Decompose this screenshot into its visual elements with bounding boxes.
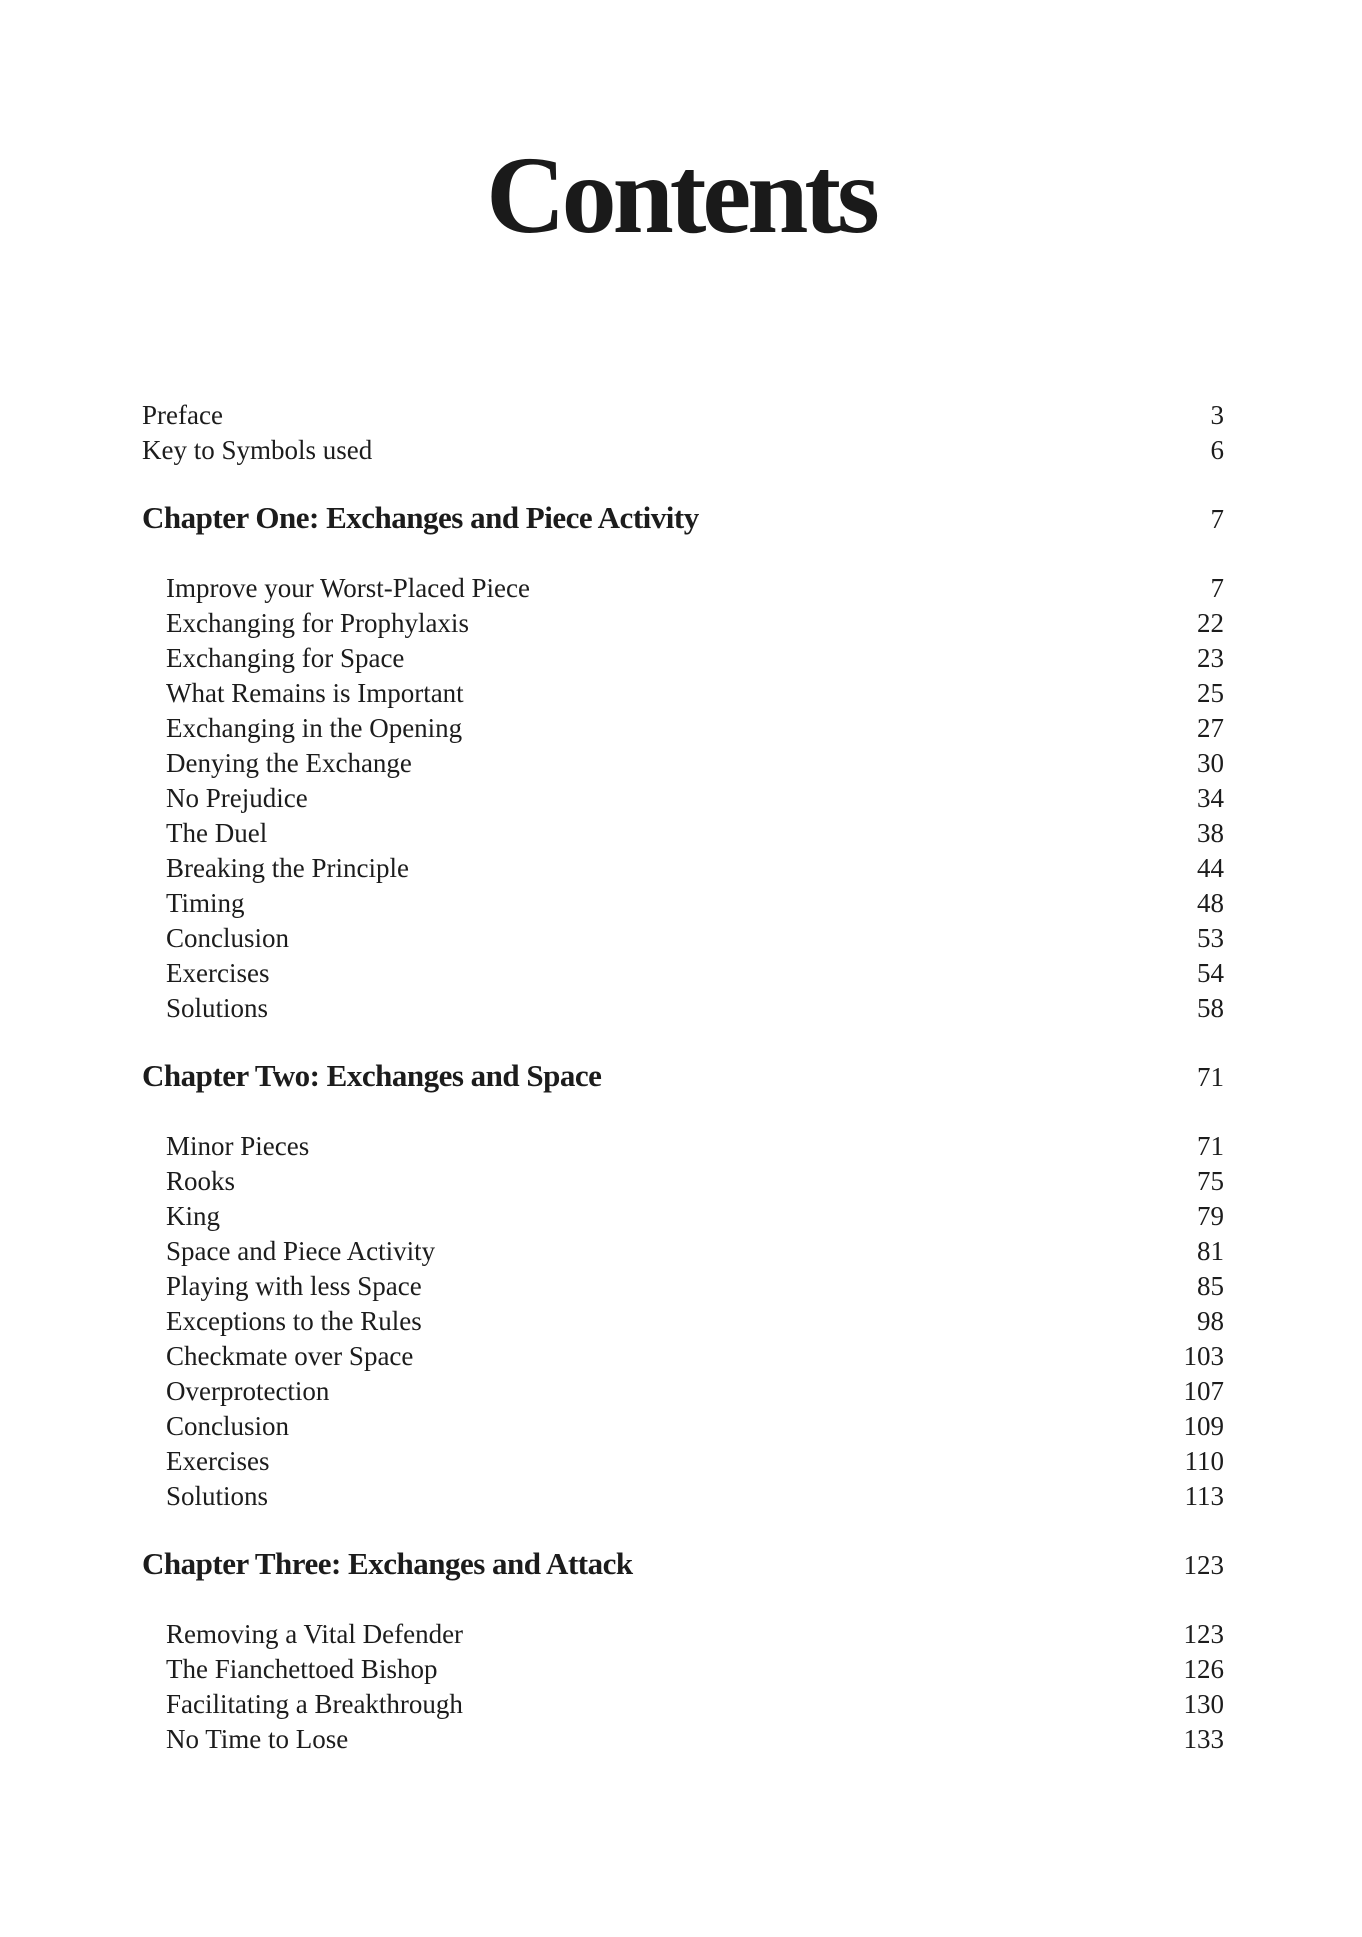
section-entry-row — [142, 1409, 1224, 1444]
section-entry-label: Rooks — [166, 1166, 236, 1196]
section-entry-row — [142, 1129, 1224, 1164]
chapter-heading-label: Chapter Three: Exchanges and Attack — [142, 1546, 633, 1581]
front-matter-row — [142, 398, 1224, 433]
chapter-heading-page-number: 71 — [1197, 1062, 1224, 1092]
section-entry-page-number: 30 — [1197, 748, 1224, 778]
section-entry-page-number: 58 — [1197, 993, 1224, 1023]
section-entry-page-number: 126 — [1183, 1654, 1224, 1684]
section-entry-row — [142, 851, 1224, 886]
section-entry-page-number: 113 — [1184, 1481, 1224, 1511]
section-entry-label: Timing — [166, 888, 245, 918]
toc-list — [142, 398, 1224, 1757]
chapter-heading-page-number: 123 — [1183, 1550, 1224, 1580]
section-entry-label: Minor Pieces — [166, 1131, 310, 1161]
section-entry-row — [142, 921, 1224, 956]
section-entry-row — [142, 1339, 1224, 1374]
section-entry-row — [142, 886, 1224, 921]
section-entry-page-number: 98 — [1197, 1306, 1224, 1336]
section-entry-label: Solutions — [166, 993, 269, 1023]
section-entry-row — [142, 676, 1224, 711]
section-entry-row — [142, 711, 1224, 746]
section-entry-row — [142, 1722, 1224, 1757]
chapter-heading-row — [142, 1056, 1224, 1097]
section-entry-label: No Time to Lose — [166, 1724, 349, 1754]
page-title: Contents — [486, 134, 876, 256]
section-entry-page-number: 81 — [1197, 1236, 1224, 1266]
section-entry-label: Overprotection — [166, 1376, 330, 1406]
section-entry-label: The Duel — [166, 818, 268, 848]
section-entry-page-number: 23 — [1197, 643, 1224, 673]
section-entry-page-number: 109 — [1183, 1411, 1224, 1441]
section-entry-row — [142, 991, 1224, 1026]
section-entry-page-number: 107 — [1183, 1376, 1224, 1406]
section-entry-row — [142, 571, 1224, 606]
front-matter-row — [142, 433, 1224, 468]
section-entry-label: Improve your Worst-Placed Piece — [166, 573, 530, 603]
section-entry-page-number: 48 — [1197, 888, 1224, 918]
section-entry-label: Exceptions to the Rules — [166, 1306, 422, 1336]
section-entry-row — [142, 606, 1224, 641]
section-entry-page-number: 110 — [1184, 1446, 1224, 1476]
section-entry-label: Conclusion — [166, 923, 290, 953]
section-entry-page-number: 44 — [1197, 853, 1224, 883]
front-matter-label: Preface — [142, 400, 223, 430]
section-entry-row — [142, 1687, 1224, 1722]
section-entry-page-number: 53 — [1197, 923, 1224, 953]
section-entry-row — [142, 1234, 1224, 1269]
chapter-heading-label: Chapter Two: Exchanges and Space — [142, 1058, 602, 1093]
section-entry-label: Breaking the Principle — [166, 853, 409, 883]
chapter-heading-label: Chapter One: Exchanges and Piece Activity — [142, 500, 699, 535]
section-entry-row — [142, 1199, 1224, 1234]
section-entry-page-number: 103 — [1183, 1341, 1224, 1371]
section-entry-row — [142, 1269, 1224, 1304]
chapter-heading-row — [142, 1544, 1224, 1585]
section-entry-row — [142, 641, 1224, 676]
section-entry-label: What Remains is Important — [166, 678, 464, 708]
front-matter-page-number: 3 — [1210, 400, 1224, 430]
section-entry-label: Removing a Vital Defender — [166, 1619, 464, 1649]
section-entry-page-number: 22 — [1197, 608, 1224, 638]
section-entry-row — [142, 1617, 1224, 1652]
section-entry-row — [142, 1444, 1224, 1479]
section-entry-label: Exchanging for Prophylaxis — [166, 608, 469, 638]
section-entry-page-number: 123 — [1183, 1619, 1224, 1649]
section-entry-label: Exercises — [166, 958, 270, 988]
section-entry-label: Exchanging for Space — [166, 643, 405, 673]
chapter-heading-page-number: 7 — [1210, 504, 1224, 534]
section-entry-page-number: 130 — [1183, 1689, 1224, 1719]
section-entry-page-number: 27 — [1197, 713, 1224, 743]
front-matter-page-number: 6 — [1210, 435, 1224, 465]
section-entry-row — [142, 781, 1224, 816]
section-entry-page-number: 34 — [1197, 783, 1224, 813]
section-entry-label: Conclusion — [166, 1411, 290, 1441]
section-entry-row — [142, 746, 1224, 781]
section-entry-row — [142, 1374, 1224, 1409]
section-entry-row — [142, 1479, 1224, 1514]
section-entry-row — [142, 816, 1224, 851]
section-entry-page-number: 79 — [1197, 1201, 1224, 1231]
section-entry-page-number: 38 — [1197, 818, 1224, 848]
section-entry-page-number: 7 — [1210, 573, 1224, 603]
section-entry-label: Exercises — [166, 1446, 270, 1476]
section-entry-page-number: 75 — [1197, 1166, 1224, 1196]
section-entry-row — [142, 1304, 1224, 1339]
section-entry-label: Facilitating a Breakthrough — [166, 1689, 463, 1719]
section-entry-row — [142, 1164, 1224, 1199]
section-entry-row — [142, 1652, 1224, 1687]
section-entry-row — [142, 956, 1224, 991]
section-entry-page-number: 54 — [1197, 958, 1224, 988]
section-entry-label: Checkmate over Space — [166, 1341, 414, 1371]
section-entry-label: Space and Piece Activity — [166, 1236, 436, 1266]
section-entry-label: Denying the Exchange — [166, 748, 412, 778]
chapter-heading-row — [142, 498, 1224, 539]
front-matter-label: Key to Symbols used — [142, 435, 373, 465]
section-entry-page-number: 85 — [1197, 1271, 1224, 1301]
section-entry-label: Exchanging in the Opening — [166, 713, 463, 743]
section-entry-page-number: 25 — [1197, 678, 1224, 708]
section-entry-label: Playing with less Space — [166, 1271, 422, 1301]
section-entry-page-number: 133 — [1183, 1724, 1224, 1754]
section-entry-page-number: 71 — [1197, 1131, 1224, 1161]
section-entry-label: King — [166, 1201, 220, 1231]
section-entry-label: Solutions — [166, 1481, 269, 1511]
section-entry-label: The Fianchettoed Bishop — [166, 1654, 438, 1684]
section-entry-label: No Prejudice — [166, 783, 308, 813]
